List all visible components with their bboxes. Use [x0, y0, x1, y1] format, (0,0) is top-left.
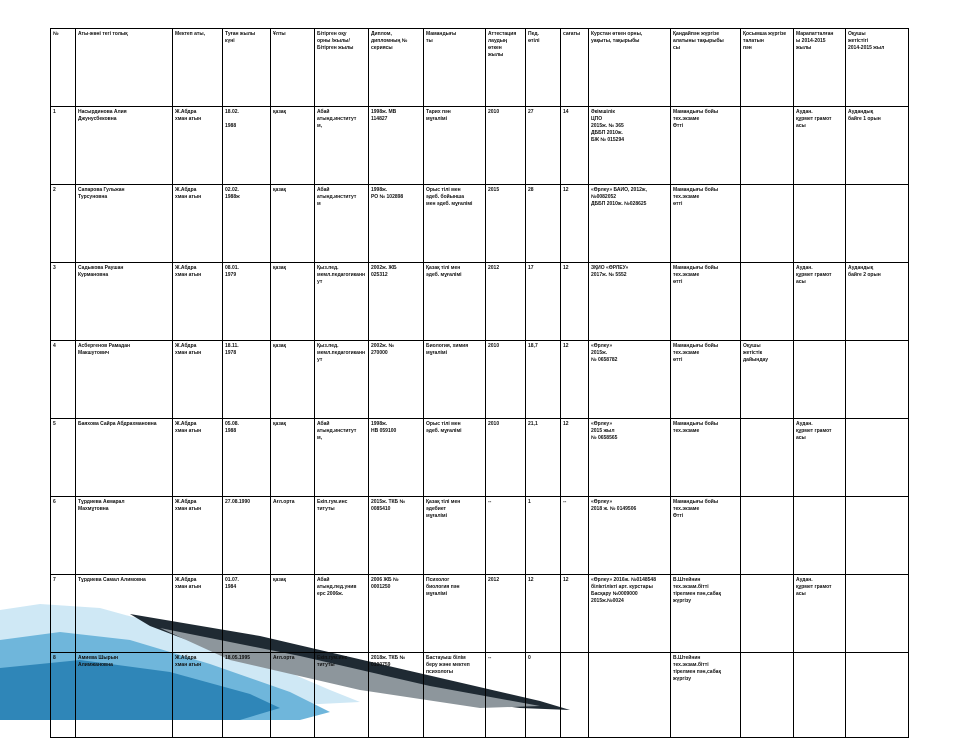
table-cell: Баяхова Сайра Абдрахмановна: [76, 419, 173, 497]
table-cell: Аудан. құрмет грамот асы: [794, 263, 846, 341]
table-cell: Қазақ тілі мен әдебиет мұғалімі: [424, 497, 486, 575]
table-cell: 12: [526, 575, 561, 653]
table-row: [51, 497, 909, 575]
table-cell: 2012: [486, 575, 526, 653]
table-cell: 27: [526, 107, 561, 185]
table-cell: 2: [51, 185, 76, 263]
column-header: Марапатталған ы 2014-2015 жылы: [794, 29, 846, 107]
table-cell: В.Штейнин тех.экзам.бітті тірелмен пән,сабақ жүргізу: [671, 653, 741, 738]
table-cell: Ағл.орта: [271, 497, 315, 575]
table-cell: 21,1: [526, 419, 561, 497]
table-cell: [794, 341, 846, 419]
table-cell: [846, 653, 909, 738]
table-cell: Ж.Абдра хман атын: [173, 263, 223, 341]
table-cell: --: [486, 653, 526, 738]
table-cell: 18.05.1995: [223, 653, 271, 738]
table-cell: Тұрдиева Самал Алимовна: [76, 575, 173, 653]
table-cell: Оқушы жетістік дайындау: [741, 341, 794, 419]
table-cell: «Өрлеу» БАИО, 2012ж, №0082052 ДББП 2010ж. №028625: [589, 185, 671, 263]
table-cell: [794, 653, 846, 738]
table-cell: [846, 185, 909, 263]
table-cell: қазақ: [271, 575, 315, 653]
table-cell: Орыс тілі мен әдеб. мұғалімі: [424, 419, 486, 497]
table-cell: 2015ж. ТКБ № 0085410: [369, 497, 424, 575]
table-row: [51, 653, 909, 738]
table-cell: --: [561, 497, 589, 575]
table-cell: [846, 341, 909, 419]
table-cell: Психолог биология пән мұғалімі: [424, 575, 486, 653]
table-cell: 5: [51, 419, 76, 497]
table-cell: Ж.Абдра хман атын: [173, 419, 223, 497]
column-header: Пед. өтілі: [526, 29, 561, 107]
table-row: [51, 185, 909, 263]
table-cell: 12: [561, 185, 589, 263]
table-cell: 4: [51, 341, 76, 419]
table-cell: 18.11. 1978: [223, 341, 271, 419]
table-cell: Қыз.пед. мемл.педагогиканн ут: [315, 341, 369, 419]
table-cell: Аудан. құрмет грамот асы: [794, 419, 846, 497]
table-cell: [846, 419, 909, 497]
table-cell: Ж.Абдра хман атын: [173, 341, 223, 419]
table-cell: Ж.Абдра хман атын: [173, 575, 223, 653]
column-header: Диплом, дипломның № сериясы: [369, 29, 424, 107]
table-cell: қазақ: [271, 419, 315, 497]
table-cell: Амиева Шырын Алимжановна: [76, 653, 173, 738]
table-cell: «Өрлеу» 2016ж. №0148548 біліктілікті арт. курстары Басқару №0009000 2015ж.№0024: [589, 575, 671, 653]
table-cell: [794, 185, 846, 263]
table-cell: [794, 497, 846, 575]
table-cell: [741, 263, 794, 341]
table-cell: 08.01. 1979: [223, 263, 271, 341]
table-cell: Аудан. құрмет грамот асы: [794, 575, 846, 653]
table-cell: 2006 ЖБ № 0001250: [369, 575, 424, 653]
table-cell: 18,7: [526, 341, 561, 419]
table-header-row: [51, 29, 909, 107]
table-cell: Садыкова Раушан Курмановна: [76, 263, 173, 341]
table-cell: «Өрлеу» 2018 ж. № 0149506: [589, 497, 671, 575]
table-cell: Аудан. құрмет грамот асы: [794, 107, 846, 185]
table-cell: 0: [526, 653, 561, 738]
table-cell: 2018ж. ТКБ № 0100759: [369, 653, 424, 738]
table-cell: Ж.Абдра хман атын: [173, 497, 223, 575]
table-cell: 2010: [486, 419, 526, 497]
table-cell: Екіп.гум.инс титуты: [315, 653, 369, 738]
table-cell: 05.08. 1988: [223, 419, 271, 497]
table-cell: Ж.Абдра хман атын: [173, 107, 223, 185]
table-cell: Абай атынд.институт м,: [315, 107, 369, 185]
column-header: Аттестация лаудың өткен жылы: [486, 29, 526, 107]
table-cell: 27.08.1990: [223, 497, 271, 575]
table-row: [51, 107, 909, 185]
table-cell: 12: [561, 419, 589, 497]
table-cell: 12: [561, 263, 589, 341]
table-cell: қазақ: [271, 341, 315, 419]
table-row: [51, 575, 909, 653]
table-cell: Абай атынд.пед.унив ерс 2006ж.: [315, 575, 369, 653]
table-cell: Орыс тілі мен әдеб. бойынша мен әдеб. мұғалімі: [424, 185, 486, 263]
table-row: [51, 263, 909, 341]
table-cell: 1998ж. РО № 102898: [369, 185, 424, 263]
staff-table: [50, 28, 909, 738]
column-header: Туған жылы күні: [223, 29, 271, 107]
table-cell: Қыз.пед. мемл.педагогиканн ут: [315, 263, 369, 341]
table-cell: Мамандығы бойы тех.экзаме өтті: [671, 341, 741, 419]
table-cell: 18.02. 1988: [223, 107, 271, 185]
table-cell: [589, 653, 671, 738]
table-cell: [741, 497, 794, 575]
column-header: Мектеп аты,: [173, 29, 223, 107]
table-cell: 6: [51, 497, 76, 575]
table-cell: қазақ: [271, 185, 315, 263]
table-cell: 7: [51, 575, 76, 653]
table-cell: 01.07. 1984: [223, 575, 271, 653]
table-cell: [741, 653, 794, 738]
table-cell: Ағл.орта: [271, 653, 315, 738]
table-cell: [741, 185, 794, 263]
table-cell: қазақ: [271, 107, 315, 185]
table-cell: Мамандығы бойы тех.экзаме өтті: [671, 263, 741, 341]
column-header: Оқушы жетістігі 2014-2015 жыл: [846, 29, 909, 107]
table-cell: 1998ж. МВ 114827: [369, 107, 424, 185]
table-cell: [741, 107, 794, 185]
column-header: Курстан өткен орны, уақыты, тақырыбы: [589, 29, 671, 107]
table-cell: Мамандығы бойы тех.экзаме Өтті: [671, 107, 741, 185]
table-cell: В.Штейнин тех.экзам.бітті тірелмен пән,сабақ жүргізу: [671, 575, 741, 653]
table-cell: Аудандық байге 2 орын: [846, 263, 909, 341]
table-cell: 2015: [486, 185, 526, 263]
table-cell: қазақ: [271, 263, 315, 341]
column-header: Бітірген оқу орны /жылы/ Бітірген жылы: [315, 29, 369, 107]
column-header: Аты-жөні тегі толық: [76, 29, 173, 107]
table-row: [51, 419, 909, 497]
table-cell: [846, 575, 909, 653]
table-cell: Биология, химия мұғалімі: [424, 341, 486, 419]
table-cell: ЗҚИО «ӨРЛЕУ» 2017ж. № 5552: [589, 263, 671, 341]
column-header: Мамандығы ты: [424, 29, 486, 107]
table-cell: 1: [526, 497, 561, 575]
table-cell: «Өрлеу» 2015ж. № 0658782: [589, 341, 671, 419]
column-header: Ұлты: [271, 29, 315, 107]
table-cell: Асбергенов Рамадан Макшутович: [76, 341, 173, 419]
table-cell: Ж.Абдра хман атын: [173, 653, 223, 738]
table-cell: [846, 497, 909, 575]
table-cell: 12: [561, 575, 589, 653]
table-cell: 17: [526, 263, 561, 341]
table-cell: 2002ж. № 270000: [369, 341, 424, 419]
table-cell: Мамандығы бойы тех.экзаме: [671, 419, 741, 497]
column-header: Қандайпән жүргізе алатыны тақырыбы сы: [671, 29, 741, 107]
table-cell: Тарих пән мұғалімі: [424, 107, 486, 185]
table-cell: Әкімшілік ЦПО 2015ж. № 365 ДББП 2010ж. БЖ № 015294: [589, 107, 671, 185]
table-cell: Бастауыш білім беру және мектеп психологы: [424, 653, 486, 738]
table-cell: «Өрлеу» 2015 жыл № 0658565: [589, 419, 671, 497]
table-cell: Абай атынд.институт м: [315, 185, 369, 263]
table-cell: Мамандығы бойы тех.экзаме Өтті: [671, 497, 741, 575]
table-cell: [561, 653, 589, 738]
table-cell: Қазақ тілі мен әдеб. мұғалімі: [424, 263, 486, 341]
table-cell: Аудандық байге 1 орын: [846, 107, 909, 185]
table-cell: 2010: [486, 341, 526, 419]
column-header: сағаты: [561, 29, 589, 107]
table-cell: Мамандығы бойы тех.экзаме өтті: [671, 185, 741, 263]
table-cell: 02.02. 1988ж: [223, 185, 271, 263]
table-cell: 3: [51, 263, 76, 341]
table-cell: [741, 575, 794, 653]
column-header: Қосымша жүргізе талатын пән: [741, 29, 794, 107]
table-cell: Екіп.гум.инс титуты: [315, 497, 369, 575]
table-cell: 14: [561, 107, 589, 185]
table-cell: 8: [51, 653, 76, 738]
table-cell: 1: [51, 107, 76, 185]
table-cell: Тұрдиева Акмарал Махмұтовна: [76, 497, 173, 575]
table-cell: [741, 419, 794, 497]
table-cell: Ж.Абдра хман атын: [173, 185, 223, 263]
table-cell: 2012: [486, 263, 526, 341]
table-cell: 12: [561, 341, 589, 419]
table-row: [51, 341, 909, 419]
column-header: №: [51, 29, 76, 107]
table-cell: Насырдинова Алия Джунусбековна: [76, 107, 173, 185]
table-cell: 2002ж. ЖБ 025312: [369, 263, 424, 341]
table-cell: 2010: [486, 107, 526, 185]
table-cell: Сапарова Гульжан Турсуновна: [76, 185, 173, 263]
table-cell: --: [486, 497, 526, 575]
table-cell: 1998ж. НВ 059100: [369, 419, 424, 497]
table-cell: 28: [526, 185, 561, 263]
table-cell: Абай атынд.институт м,: [315, 419, 369, 497]
